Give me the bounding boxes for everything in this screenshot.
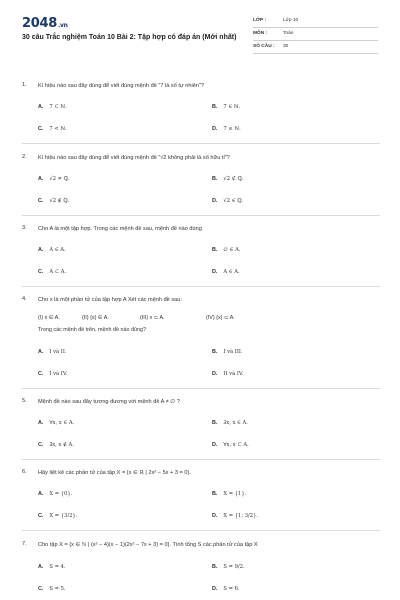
option-label: D. [212, 442, 218, 448]
option-label: B. [212, 491, 218, 497]
option-label: A. [38, 491, 44, 497]
option-label: B. [212, 104, 218, 110]
option-label: B. [212, 176, 218, 182]
question-number: 3. [22, 225, 27, 231]
option-a[interactable] [38, 420, 74, 426]
question-divider [22, 530, 380, 531]
option-text: I và IV. [49, 371, 68, 377]
option-d[interactable] [212, 126, 241, 132]
option-label: D. [212, 126, 218, 132]
option-text: A ∈ A. [49, 247, 66, 253]
option-text: √2 ∈ ℚ. [223, 198, 244, 204]
option-text: A ∈ A. [223, 269, 240, 275]
meta-class [253, 15, 378, 28]
option-label: A. [38, 349, 44, 355]
site-logo[interactable] [22, 16, 68, 31]
option-text: ∃x, x ∉ A. [49, 442, 74, 448]
option-label: D. [212, 269, 218, 275]
option-text: X = {0}. [49, 491, 73, 497]
option-text: 7 < ℕ. [49, 126, 67, 132]
option-text: A ⊂ A. [49, 269, 67, 275]
meta-value: Lớp 10 [283, 18, 299, 23]
option-c[interactable] [38, 126, 67, 132]
option-label: C. [38, 586, 44, 592]
option-text: ∀x, x ∈ A. [49, 420, 75, 426]
option-text: S = 4. [49, 564, 66, 570]
question-divider [22, 215, 380, 216]
statement-4: (IV) {x} ⊂ A. [206, 315, 235, 321]
question-number: 4. [22, 296, 27, 302]
question-number: 7. [22, 541, 27, 547]
question-stem: Kí hiệu nào sau đây dùng để viết đúng mệnh đề "7 là số tự nhiên"? [38, 83, 205, 89]
statement-1: (I) x ∈ A. [38, 315, 60, 321]
question-stem: Hãy liệt kê các phần tử của tập X = {x ∈ ℝ | 2x² − 5x + 3 = 0}. [38, 470, 191, 476]
option-label: D. [212, 586, 218, 592]
option-d[interactable] [212, 198, 243, 204]
option-text: 7 ⊂ ℕ. [49, 104, 67, 110]
question-divider [22, 388, 380, 389]
option-label: B. [212, 247, 218, 253]
question-stem: Cho A là một tập hợp. Trong các mệnh đề sau, mệnh đề nào đúng [38, 226, 202, 232]
option-b[interactable] [212, 491, 246, 497]
option-text: √2 ∉ ℚ. [49, 198, 70, 204]
question-divider [22, 143, 380, 144]
option-b[interactable] [212, 349, 243, 355]
option-text: S = 5. [49, 586, 66, 592]
option-text: ∀x, x ⊂ A. [223, 442, 249, 448]
option-text: √2 ⊄ ℚ. [223, 176, 244, 182]
option-d[interactable] [212, 442, 249, 448]
option-a[interactable] [38, 491, 72, 497]
option-label: C. [38, 513, 44, 519]
option-text: ∅ ∈ A. [223, 247, 241, 253]
option-b[interactable] [212, 247, 240, 253]
option-b[interactable] [212, 176, 244, 182]
option-c[interactable] [38, 586, 66, 592]
option-text: X = {1}. [223, 491, 247, 497]
question-number: 1. [22, 82, 27, 88]
option-label: D. [212, 513, 218, 519]
option-c[interactable] [38, 371, 67, 377]
question-stem: Cho tập X = {x ∈ ℕ | (x² − 4)(x − 1)(2x² − 7x + 3) = 0}. Tính tổng S các phần tử của tập X [38, 542, 258, 548]
option-label: C. [38, 198, 44, 204]
option-d[interactable] [212, 513, 258, 519]
option-a[interactable] [38, 176, 70, 182]
option-text: II và IV. [223, 371, 244, 377]
option-b[interactable] [212, 564, 245, 570]
option-label: D. [212, 371, 218, 377]
meta-count [253, 41, 378, 54]
option-label: A. [38, 104, 44, 110]
statement-3: (III) x ⊂ A. [140, 315, 165, 321]
logo-text: 2048 [22, 16, 57, 31]
option-c[interactable] [38, 269, 66, 275]
option-a[interactable] [38, 349, 67, 355]
question-number: 2. [22, 154, 27, 160]
question-number: 5. [22, 398, 27, 404]
logo-suffix: .vn [57, 22, 68, 29]
question-divider [22, 286, 380, 287]
question-stem: Mệnh đề nào sau đây tương đương với mệnh đề A ≠ ∅ ? [38, 399, 180, 405]
meta-subject [253, 28, 378, 41]
option-d[interactable] [212, 586, 240, 592]
option-d[interactable] [212, 269, 240, 275]
question-stem: Cho x là một phần tử của tập hợp A Xét các mệnh đề sau: [38, 297, 182, 303]
meta-label: LỚP : [253, 18, 267, 23]
meta-value: Toán [283, 31, 294, 36]
option-text: S = 9/2. [223, 564, 245, 570]
option-text: S = 6. [223, 586, 240, 592]
option-text: X = {3/2}. [49, 513, 78, 519]
meta-label: MÔN : [253, 31, 268, 36]
option-a[interactable] [38, 247, 66, 253]
question-number: 6. [22, 469, 27, 475]
option-text: 7 ∈ ℕ. [223, 104, 241, 110]
option-label: C. [38, 442, 44, 448]
option-label: D. [212, 198, 218, 204]
option-label: C. [38, 126, 44, 132]
option-c[interactable] [38, 513, 77, 519]
option-label: B. [212, 420, 218, 426]
option-a[interactable] [38, 104, 67, 110]
option-text: 7 ≤ ℕ. [223, 126, 241, 132]
option-label: A. [38, 247, 44, 253]
page-title: 30 câu Trắc nghiệm Toán 10 Bài 2: Tập hợp có đáp án (Mới nhất) [22, 34, 237, 41]
option-label: C. [38, 269, 44, 275]
meta-label: SỐ CÂU : [253, 44, 275, 49]
option-label: A. [38, 176, 44, 182]
option-label: A. [38, 564, 44, 570]
question-divider [22, 459, 380, 460]
option-d[interactable] [212, 371, 243, 377]
option-c[interactable] [38, 198, 69, 204]
question-stem: Kí hiệu nào sau đây dùng để viết đúng mệnh đề "√2 không phải là số hữu tỉ"? [38, 155, 230, 161]
option-c[interactable] [38, 442, 74, 448]
option-b[interactable] [212, 420, 248, 426]
option-text: I và III. [223, 349, 243, 355]
option-label: A. [38, 420, 44, 426]
question-substem: Trong các mệnh đề trên, mệnh đề nào đúng? [38, 327, 146, 333]
option-a[interactable] [38, 564, 66, 570]
option-b[interactable] [212, 104, 240, 110]
option-label: B. [212, 564, 218, 570]
meta-value: 30 [283, 44, 289, 49]
option-label: C. [38, 371, 44, 377]
option-label: B. [212, 349, 218, 355]
option-text: ∃x, x ∈ A. [223, 420, 248, 426]
statement-2: (II) {x} ∈ A. [82, 315, 109, 321]
option-text: √2 ≠ ℚ. [49, 176, 70, 182]
option-text: X = {1; 3/2}. [223, 513, 259, 519]
option-text: I và II. [49, 349, 67, 355]
